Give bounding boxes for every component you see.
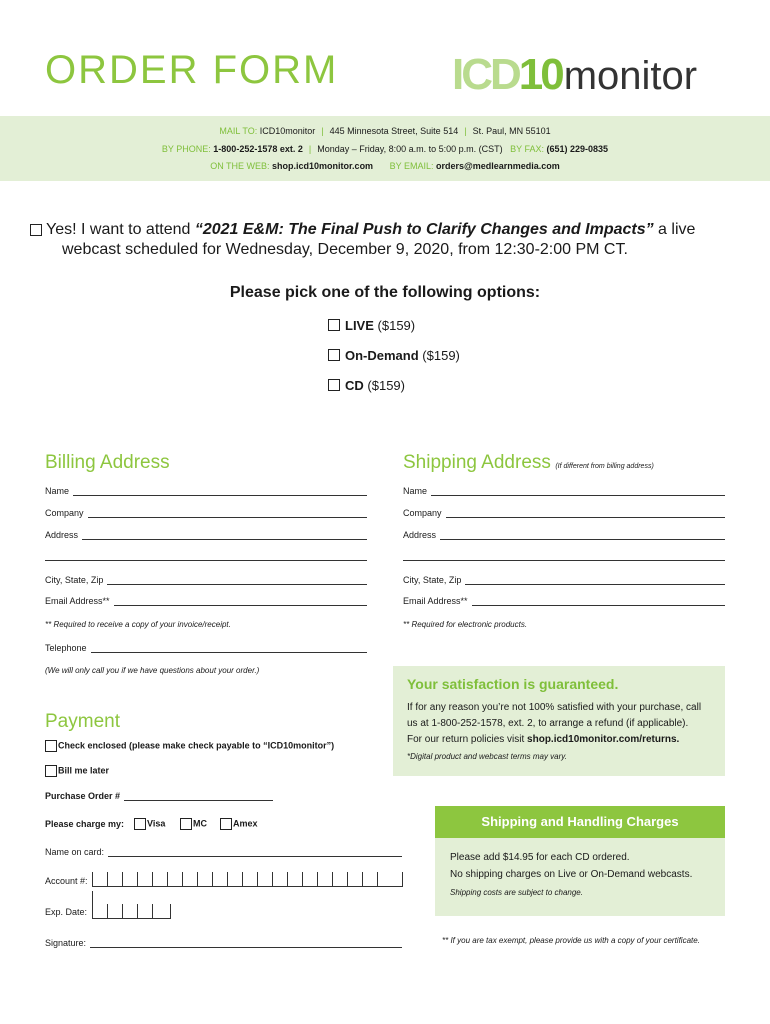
- purchase-order-label: Purchase Order #: [45, 791, 121, 801]
- charge-label: Please charge my:: [45, 819, 125, 829]
- telephone-label: Telephone: [45, 643, 87, 653]
- bill-later-option[interactable]: [45, 765, 109, 777]
- shipping-email-field[interactable]: [403, 596, 725, 606]
- offer-text: [30, 220, 750, 260]
- bill-later-checkbox[interactable]: [45, 765, 57, 777]
- shipping-email-note: ** Required for electronic products.: [403, 620, 528, 629]
- contact-band: [0, 116, 770, 181]
- option-cd[interactable]: [328, 378, 405, 393]
- option-on-demand-price: ($159): [422, 348, 460, 363]
- phone-label: BY PHONE:: [161, 144, 211, 154]
- account-number-field[interactable]: [92, 872, 403, 887]
- mail-line: MAIL TO: ICD10monitor | 445 Minnesota Street, Suite 514 | St. Paul, MN 55101: [219, 126, 551, 136]
- visa-label: Visa: [147, 818, 166, 829]
- logo-monitor: monitor: [563, 54, 698, 98]
- shipping-company-field[interactable]: [403, 508, 725, 518]
- shipping-email-label: Email Address**: [403, 596, 468, 606]
- exp-date-field[interactable]: [92, 904, 171, 919]
- purchase-order-field[interactable]: [45, 791, 273, 801]
- billing-name-field[interactable]: [45, 486, 367, 496]
- billing-name-label: Name: [45, 486, 70, 496]
- billing-email-label: Email Address**: [45, 596, 110, 606]
- guarantee-line3-prefix: For our return policies visit: [407, 734, 528, 745]
- options-heading: Please pick one of the following options:: [229, 284, 541, 301]
- billing-company-field[interactable]: [45, 508, 367, 518]
- offer-checkbox[interactable]: [30, 224, 42, 236]
- logo-icd: ICD: [452, 50, 519, 99]
- shipping-charges-line1: Please add $14.95 for each CD ordered.: [450, 852, 630, 863]
- option-cd-name: CD: [345, 378, 364, 393]
- shipping-charges-heading: Shipping and Handling Charges: [435, 806, 725, 838]
- guarantee-disclaimer: *Digital product and webcast terms may vary.: [407, 752, 567, 761]
- shipping-charges-line2: No shipping charges on Live or On-Demand webcasts.: [450, 869, 693, 880]
- billing-address-label: Address: [45, 530, 79, 540]
- checkbox-on-demand[interactable]: [328, 349, 340, 361]
- option-live[interactable]: [328, 318, 415, 333]
- offer-prefix: Yes! I want to attend: [46, 221, 195, 238]
- amex-option[interactable]: [220, 818, 258, 830]
- mail-city: St. Paul, MN 55101: [472, 126, 551, 136]
- icd10monitor-logo: [452, 50, 698, 99]
- name-on-card-field[interactable]: [45, 847, 402, 857]
- guarantee-line2: us at 1-800-252-1578, ext. 2, to arrange a refund (if applicable).: [407, 718, 689, 729]
- name-on-card-label: Name on card:: [45, 847, 105, 857]
- guarantee-heading: Your satisfaction is guaranteed.: [407, 676, 619, 692]
- shipping-address-line2[interactable]: [403, 560, 725, 561]
- mc-label: MC: [193, 818, 207, 829]
- checkbox-live[interactable]: [328, 319, 340, 331]
- shipping-name-label: Name: [403, 486, 428, 496]
- billing-company-label: Company: [45, 508, 84, 518]
- shipping-address-field[interactable]: [403, 530, 725, 540]
- shipping-charges-box: [435, 806, 725, 916]
- offer-line2: webcast scheduled for Wednesday, December 9, 2020, from 12:30-2:00 PM CT.: [62, 241, 628, 258]
- billing-email-field[interactable]: [45, 596, 367, 606]
- check-enclosed-option[interactable]: [45, 740, 334, 752]
- mail-address: 445 Minnesota Street, Suite 514: [329, 126, 459, 136]
- billing-heading: Billing Address: [45, 452, 170, 473]
- shipping-address-label: Address: [403, 530, 437, 540]
- signature-label: Signature:: [45, 938, 87, 948]
- amex-label: Amex: [233, 818, 258, 829]
- exp-date-label: Exp. Date:: [45, 907, 88, 917]
- telephone-field[interactable]: [45, 643, 367, 653]
- shipping-city-field[interactable]: [403, 575, 725, 585]
- offer-event: “2021 E&M: The Final Push to Clarify Changes and Impacts”: [194, 221, 654, 238]
- shipping-heading-row: [403, 452, 654, 474]
- phone-value: 1-800-252-1578 ext. 2: [213, 144, 303, 154]
- payment-heading: Payment: [45, 711, 120, 732]
- web-link[interactable]: shop.icd10monitor.com: [272, 161, 374, 171]
- option-live-price: ($159): [377, 318, 416, 333]
- billing-email-note: ** Required to receive a copy of your invoice/receipt.: [45, 620, 231, 629]
- shipping-city-label: City, State, Zip: [403, 575, 462, 585]
- check-enclosed-checkbox[interactable]: [45, 740, 57, 752]
- email-link[interactable]: orders@medlearnmedia.com: [435, 161, 560, 171]
- option-on-demand[interactable]: [328, 348, 460, 363]
- phone-line: BY PHONE: 1-800-252-1578 ext. 2 | Monday – Friday, 8:00 a.m. to 5:00 p.m. (CST) BY FAX: (651) 229-0835: [161, 144, 609, 154]
- amex-checkbox[interactable]: [220, 818, 232, 830]
- shipping-company-label: Company: [403, 508, 442, 518]
- shipping-heading: Shipping Address: [403, 452, 551, 473]
- shipping-name-field[interactable]: [403, 486, 725, 496]
- email-label: BY EMAIL:: [389, 161, 434, 171]
- billing-address-field[interactable]: [45, 530, 367, 540]
- bill-later-label: Bill me later: [58, 765, 110, 776]
- account-label: Account #:: [45, 876, 88, 886]
- offer-suffix: a live: [653, 221, 696, 238]
- checkbox-cd[interactable]: [328, 379, 340, 391]
- fax-label: BY FAX:: [510, 144, 544, 154]
- check-enclosed-label: Check enclosed (please make check payable to “ICD10monitor”): [58, 740, 335, 751]
- tax-exempt-note: ** If you are tax exempt, please provide us with a copy of your certificate.: [442, 936, 700, 945]
- fax-value: (651) 229-0835: [546, 144, 609, 154]
- guarantee-text: [407, 700, 717, 748]
- guarantee-box: [393, 666, 725, 776]
- billing-city-field[interactable]: [45, 575, 367, 585]
- signature-field[interactable]: [45, 938, 402, 948]
- logo-ten: 10: [518, 50, 562, 99]
- web-label: ON THE WEB:: [210, 161, 270, 171]
- option-live-name: LIVE: [345, 318, 374, 333]
- option-on-demand-name: On-Demand: [345, 348, 419, 363]
- mc-checkbox[interactable]: [180, 818, 192, 830]
- page-title: ORDER FORM: [45, 48, 339, 92]
- guarantee-line1: If for any reason you’re not 100% satisfied with your purchase, call: [407, 702, 702, 713]
- telephone-note: (We will only call you if we have questions about your order.): [45, 666, 260, 675]
- billing-city-label: City, State, Zip: [45, 575, 104, 585]
- mc-option[interactable]: [180, 818, 207, 830]
- web-line: [0, 161, 770, 171]
- visa-checkbox[interactable]: [134, 818, 146, 830]
- mail-label: MAIL TO:: [219, 126, 258, 136]
- returns-link[interactable]: shop.icd10monitor.com/returns.: [527, 734, 680, 745]
- shipping-charges-line3: Shipping costs are subject to change.: [450, 888, 583, 897]
- phone-hours: Monday – Friday, 8:00 a.m. to 5:00 p.m. (CST): [317, 144, 503, 154]
- shipping-heading-note: (If different from billing address): [555, 463, 654, 470]
- visa-option[interactable]: [134, 818, 165, 830]
- option-cd-price: ($159): [367, 378, 405, 393]
- billing-address-line2[interactable]: [45, 560, 367, 561]
- mail-name: ICD10monitor: [259, 126, 316, 136]
